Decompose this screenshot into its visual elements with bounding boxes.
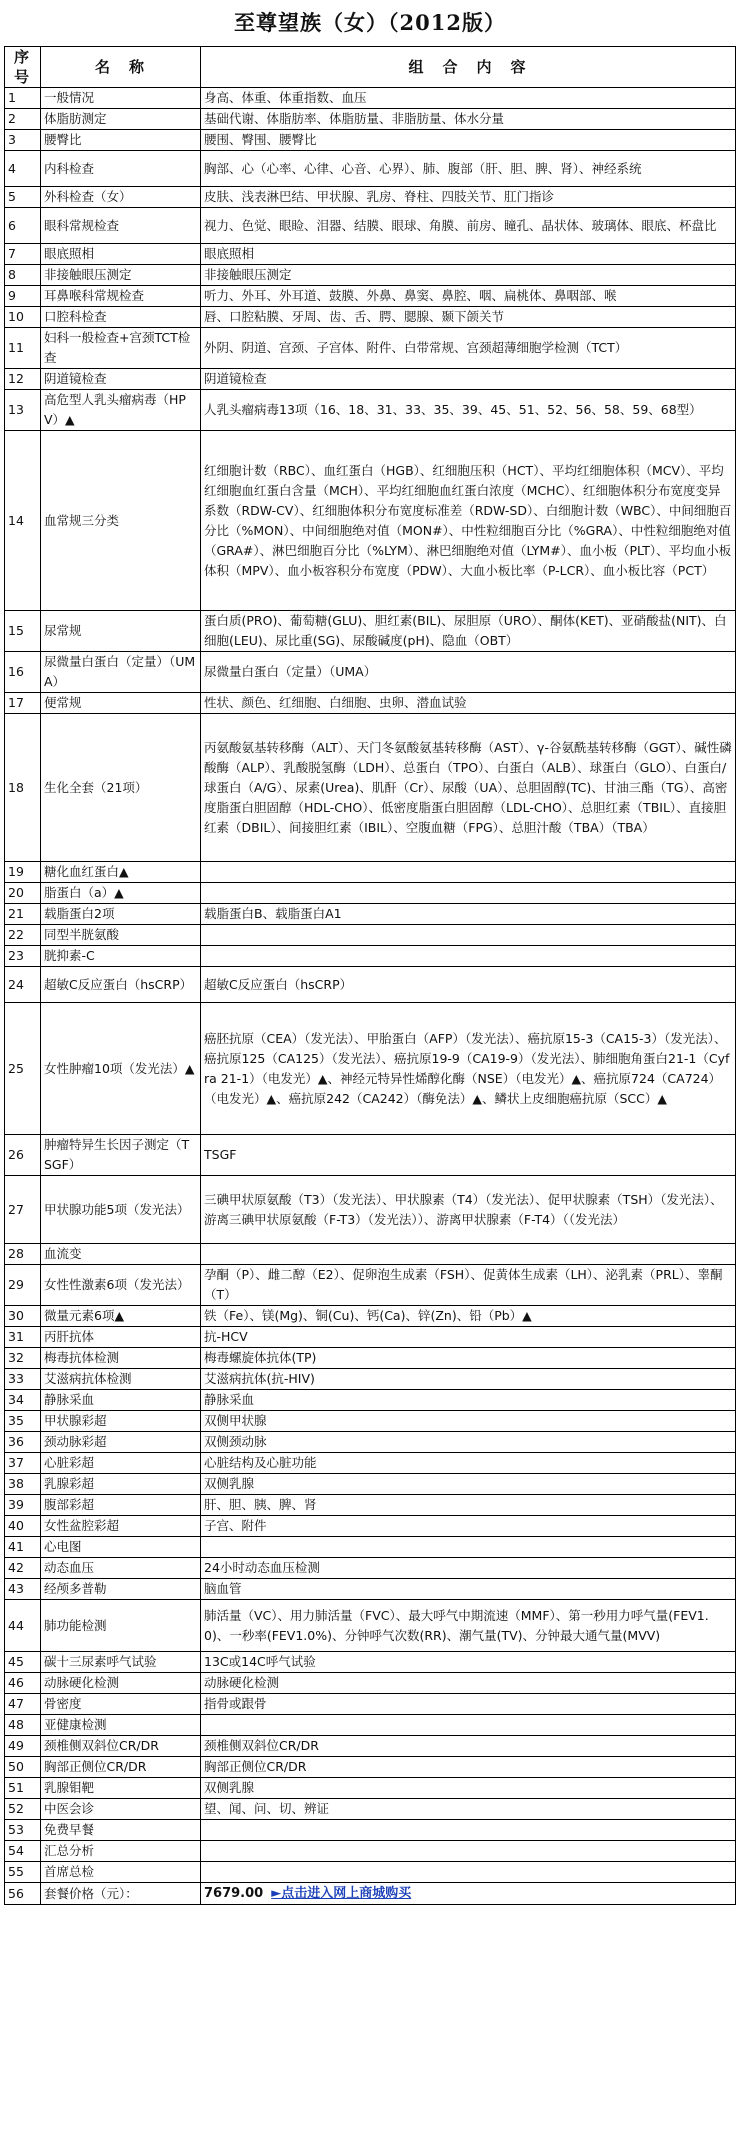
row-number: 6 — [5, 208, 41, 244]
row-content — [201, 925, 736, 946]
row-name: 眼科常规检查 — [41, 208, 201, 244]
row-number: 16 — [5, 652, 41, 693]
row-name: 口腔科检查 — [41, 307, 201, 328]
row-name: 动态血压 — [41, 1558, 201, 1579]
row-name: 载脂蛋白2项 — [41, 904, 201, 925]
table-row — [5, 1694, 736, 1715]
price-label: 套餐价格（元）： — [41, 1883, 201, 1905]
row-content — [201, 1537, 736, 1558]
row-name: 同型半胱氨酸 — [41, 925, 201, 946]
table-row — [5, 1841, 736, 1862]
row-content: 胸部、心（心率、心律、心音、心界）、肺、腹部（肝、胆、脾、肾）、神经系统 — [201, 151, 736, 187]
row-name: 生化全套（21项） — [41, 714, 201, 862]
row-number: 47 — [5, 1694, 41, 1715]
row-content: 三碘甲状原氨酸（T3）（发光法）、甲状腺素（T4）（发光法）、促甲状腺素（TSH）（发光法）、游离三碘甲状原氨酸（F-T3）（发光法））、游离甲状腺素（F-T4）（（发光法） — [201, 1176, 736, 1244]
row-content: 皮肤、浅表淋巴结、甲状腺、乳房、脊柱、四肢关节、肛门指诊 — [201, 187, 736, 208]
row-number: 37 — [5, 1453, 41, 1474]
row-content: 听力、外耳、外耳道、鼓膜、外鼻、鼻窦、鼻腔、咽、扁桃体、鼻咽部、喉 — [201, 286, 736, 307]
table-row — [5, 1003, 736, 1135]
row-number: 9 — [5, 286, 41, 307]
table-row — [5, 1736, 736, 1757]
row-number: 49 — [5, 1736, 41, 1757]
row-number: 33 — [5, 1369, 41, 1390]
row-number: 54 — [5, 1841, 41, 1862]
row-content: 基础代谢、体脂肪率、体脂肪量、非脂肪量、体水分量 — [201, 109, 736, 130]
row-content: TSGF — [201, 1135, 736, 1176]
row-name: 超敏C反应蛋白（hsCRP） — [41, 967, 201, 1003]
row-number: 52 — [5, 1799, 41, 1820]
row-number: 56 — [5, 1883, 41, 1905]
row-name: 尿常规 — [41, 611, 201, 652]
row-name: 亚健康检测 — [41, 1715, 201, 1736]
row-content: 癌胚抗原（CEA）（发光法）、甲胎蛋白（AFP）（发光法）、癌抗原15-3（CA15-3）（发光法）、癌抗原125（CA125）（发光法）、癌抗原19-9（CA19-9）（发光法）、肺细胞角蛋白21-1（Cyfra 21-1）（电发光）▲、神经元特异性烯醇化酶（NSE）（电发光）▲、癌抗原724（CA724）（电发光）▲、癌抗原242（CA242）（酶免法）▲、鳞状上皮细胞癌抗原（SCC）▲ — [201, 1003, 736, 1135]
row-number: 10 — [5, 307, 41, 328]
row-name: 一般情况 — [41, 88, 201, 109]
header-name: 名 称 — [41, 47, 201, 88]
table-row — [5, 693, 736, 714]
row-number: 13 — [5, 390, 41, 431]
row-name: 血常规三分类 — [41, 431, 201, 611]
row-number: 53 — [5, 1820, 41, 1841]
header-content: 组 合 内 容 — [201, 47, 736, 88]
row-number: 41 — [5, 1537, 41, 1558]
row-number: 32 — [5, 1348, 41, 1369]
row-name: 首席总检 — [41, 1862, 201, 1883]
row-content — [201, 1244, 736, 1265]
row-number: 44 — [5, 1600, 41, 1652]
row-content: 双侧甲状腺 — [201, 1411, 736, 1432]
row-content: 艾滋病抗体(抗-HIV) — [201, 1369, 736, 1390]
table-row — [5, 1176, 736, 1244]
table-row — [5, 390, 736, 431]
row-number: 8 — [5, 265, 41, 286]
row-number: 42 — [5, 1558, 41, 1579]
row-number: 1 — [5, 88, 41, 109]
row-content: 子宫、附件 — [201, 1516, 736, 1537]
row-name: 碳十三尿素呼气试验 — [41, 1652, 201, 1673]
row-content: 腰围、臀围、腰臀比 — [201, 130, 736, 151]
row-content: 肺活量（VC）、用力肺活量（FVC）、最大呼气中期流速（MMF）、第一秒用力呼气量(FEV1.0)、一秒率(FEV1.0%)、分钟呼气次数(RR)、潮气量(TV)、分钟最大通气量(MVV) — [201, 1600, 736, 1652]
price-cell — [201, 1883, 736, 1905]
row-name: 阴道镜检查 — [41, 369, 201, 390]
table-row — [5, 1652, 736, 1673]
row-name: 肺功能检测 — [41, 1600, 201, 1652]
table-row — [5, 1474, 736, 1495]
row-content: 双侧乳腺 — [201, 1778, 736, 1799]
row-content: 铁（Fe）、镁(Mg)、铜(Cu)、钙(Ca)、锌(Zn)、铅（Pb）▲ — [201, 1306, 736, 1327]
row-number: 7 — [5, 244, 41, 265]
row-number: 15 — [5, 611, 41, 652]
row-name: 颈动脉彩超 — [41, 1432, 201, 1453]
row-name: 耳鼻喉科常规检查 — [41, 286, 201, 307]
row-number: 2 — [5, 109, 41, 130]
table-row — [5, 1432, 736, 1453]
table-row — [5, 109, 736, 130]
row-name: 丙肝抗体 — [41, 1327, 201, 1348]
row-name: 心脏彩超 — [41, 1453, 201, 1474]
row-number: 43 — [5, 1579, 41, 1600]
row-content: 蛋白质(PRO)、葡萄糖(GLU)、胆红素(BIL)、尿胆原（URO）、酮体(KET)、亚硝酸盐(NIT)、白细胞(LEU)、尿比重(SG)、尿酸碱度(pH)、隐血（OBT） — [201, 611, 736, 652]
row-content — [201, 862, 736, 883]
row-content: 24小时动态血压检测 — [201, 1558, 736, 1579]
row-number: 18 — [5, 714, 41, 862]
table-row — [5, 1799, 736, 1820]
table-row — [5, 1369, 736, 1390]
table-row — [5, 244, 736, 265]
row-number: 55 — [5, 1862, 41, 1883]
table-row — [5, 1135, 736, 1176]
row-name: 女性盆腔彩超 — [41, 1516, 201, 1537]
row-number: 51 — [5, 1778, 41, 1799]
row-content: 胸部正侧位CR/DR — [201, 1757, 736, 1778]
row-content: 双侧颈动脉 — [201, 1432, 736, 1453]
row-content: 身高、体重、体重指数、血压 — [201, 88, 736, 109]
row-number: 22 — [5, 925, 41, 946]
row-name: 内科检查 — [41, 151, 201, 187]
row-name: 外科检查（女） — [41, 187, 201, 208]
table-row — [5, 1411, 736, 1432]
price-value: 7679.00 — [204, 1885, 264, 1901]
row-number: 12 — [5, 369, 41, 390]
row-name: 尿微量白蛋白（定量）（UMA） — [41, 652, 201, 693]
row-content: 阴道镜检查 — [201, 369, 736, 390]
row-content: 动脉硬化检测 — [201, 1673, 736, 1694]
table-row — [5, 265, 736, 286]
row-content: 静脉采血 — [201, 1390, 736, 1411]
row-content: 超敏C反应蛋白（hsCRP） — [201, 967, 736, 1003]
row-content: 非接触眼压测定 — [201, 265, 736, 286]
row-name: 梅毒抗体检测 — [41, 1348, 201, 1369]
row-name: 乳腺钼靶 — [41, 1778, 201, 1799]
table-row — [5, 1516, 736, 1537]
table-body — [5, 88, 736, 1905]
row-content: 红细胞计数（RBC）、血红蛋白（HGB）、红细胞压积（HCT）、平均红细胞体积（MCV）、平均红细胞血红蛋白含量（MCH）、平均红细胞血红蛋白浓度（MCHC）、红细胞体积分布宽度变异系数（RDW-CV）、红细胞体积分布宽度标准差（RDW-SD）、白细胞计数（WBC）、中间细胞百分比（%MON）、中间细胞绝对值（MON#）、中性粒细胞百分比（%GRA）、中性粒细胞绝对值（GRA#）、淋巴细胞百分比（%LYM）、淋巴细胞绝对值（LYM#）、血小板（PLT）、平均血小板体积（MPV）、血小板容积分布宽度（PDW）、大血小板比率（P-LCR）、血小板比容（PCT） — [201, 431, 736, 611]
row-number: 30 — [5, 1306, 41, 1327]
row-name: 汇总分析 — [41, 1841, 201, 1862]
table-row — [5, 1390, 736, 1411]
table-row — [5, 611, 736, 652]
row-content: 唇、口腔粘膜、牙周、齿、舌、腭、腮腺、颞下颌关节 — [201, 307, 736, 328]
table-row — [5, 1579, 736, 1600]
table-row — [5, 1537, 736, 1558]
row-number: 19 — [5, 862, 41, 883]
row-content — [201, 1715, 736, 1736]
row-content — [201, 1820, 736, 1841]
table-row — [5, 1348, 736, 1369]
table-row — [5, 1862, 736, 1883]
row-name: 便常规 — [41, 693, 201, 714]
row-number: 27 — [5, 1176, 41, 1244]
header-no: 序号 — [5, 47, 41, 88]
table-row — [5, 431, 736, 611]
row-number: 28 — [5, 1244, 41, 1265]
row-number: 38 — [5, 1474, 41, 1495]
row-number: 21 — [5, 904, 41, 925]
row-content: 梅毒螺旋体抗体(TP) — [201, 1348, 736, 1369]
table-row — [5, 714, 736, 862]
row-content: 性状、颜色、红细胞、白细胞、虫卵、潜血试验 — [201, 693, 736, 714]
table-row — [5, 1495, 736, 1516]
row-name: 女性肿瘤10项（发光法）▲ — [41, 1003, 201, 1135]
row-number: 48 — [5, 1715, 41, 1736]
row-content: 肝、胆、胰、脾、肾 — [201, 1495, 736, 1516]
row-content — [201, 946, 736, 967]
row-name: 肿瘤特异生长因子测定（TSGF） — [41, 1135, 201, 1176]
table-header-row — [5, 47, 736, 88]
table-row — [5, 967, 736, 1003]
table-row — [5, 208, 736, 244]
table-row — [5, 904, 736, 925]
row-content: 外阴、阴道、宫颈、子宫体、附件、白带常规、宫颈超薄细胞学检测（TCT） — [201, 328, 736, 369]
table-row — [5, 862, 736, 883]
table-row — [5, 1327, 736, 1348]
table-row — [5, 946, 736, 967]
table-row — [5, 307, 736, 328]
row-number: 46 — [5, 1673, 41, 1694]
row-number: 34 — [5, 1390, 41, 1411]
row-name: 静脉采血 — [41, 1390, 201, 1411]
row-name: 腰臀比 — [41, 130, 201, 151]
row-content: 心脏结构及心脏功能 — [201, 1453, 736, 1474]
row-content: 脑血管 — [201, 1579, 736, 1600]
page-title: 至尊望族（女）（2012版） — [234, 10, 506, 35]
row-content: 望、闻、问、切、辨证 — [201, 1799, 736, 1820]
table-row — [5, 369, 736, 390]
row-content: 载脂蛋白B、载脂蛋白A1 — [201, 904, 736, 925]
row-content: 颈椎侧双斜位CR/DR — [201, 1736, 736, 1757]
row-number: 11 — [5, 328, 41, 369]
table-row — [5, 1673, 736, 1694]
row-name: 胱抑素-C — [41, 946, 201, 967]
row-name: 甲状腺彩超 — [41, 1411, 201, 1432]
table-row — [5, 1715, 736, 1736]
package-table — [4, 46, 736, 1905]
buy-online-link[interactable]: ►点击进入网上商城购买 — [271, 1885, 412, 1901]
table-row — [5, 328, 736, 369]
table-row — [5, 925, 736, 946]
row-name: 妇科一般检查+宫颈TCT检查 — [41, 328, 201, 369]
row-name: 经颅多普勒 — [41, 1579, 201, 1600]
row-name: 微量元素6项▲ — [41, 1306, 201, 1327]
table-row — [5, 1453, 736, 1474]
row-content — [201, 1841, 736, 1862]
row-content: 眼底照相 — [201, 244, 736, 265]
row-number: 3 — [5, 130, 41, 151]
table-row — [5, 1306, 736, 1327]
row-name: 体脂肪测定 — [41, 109, 201, 130]
row-content: 视力、色觉、眼睑、泪器、结膜、眼球、角膜、前房、瞳孔、晶状体、玻璃体、眼底、杯盘比 — [201, 208, 736, 244]
table-row — [5, 1778, 736, 1799]
table-row — [5, 187, 736, 208]
row-number: 26 — [5, 1135, 41, 1176]
row-name: 腹部彩超 — [41, 1495, 201, 1516]
row-name: 骨密度 — [41, 1694, 201, 1715]
row-name: 乳腺彩超 — [41, 1474, 201, 1495]
table-row — [5, 1265, 736, 1306]
row-name: 颈椎侧双斜位CR/DR — [41, 1736, 201, 1757]
row-content: 双侧乳腺 — [201, 1474, 736, 1495]
row-name: 免费早餐 — [41, 1820, 201, 1841]
row-number: 39 — [5, 1495, 41, 1516]
row-name: 脂蛋白（a）▲ — [41, 883, 201, 904]
row-number: 29 — [5, 1265, 41, 1306]
row-content: 抗-HCV — [201, 1327, 736, 1348]
row-name: 中医会诊 — [41, 1799, 201, 1820]
table-row — [5, 88, 736, 109]
row-number: 31 — [5, 1327, 41, 1348]
row-number: 35 — [5, 1411, 41, 1432]
row-content — [201, 1862, 736, 1883]
row-number: 36 — [5, 1432, 41, 1453]
row-number: 50 — [5, 1757, 41, 1778]
table-row — [5, 1600, 736, 1652]
table-row — [5, 1757, 736, 1778]
price-row — [5, 1883, 736, 1905]
row-content — [201, 883, 736, 904]
row-name: 艾滋病抗体检测 — [41, 1369, 201, 1390]
row-number: 17 — [5, 693, 41, 714]
row-number: 14 — [5, 431, 41, 611]
row-name: 糖化血红蛋白▲ — [41, 862, 201, 883]
row-name: 血流变 — [41, 1244, 201, 1265]
row-content: 尿微量白蛋白（定量）（UMA） — [201, 652, 736, 693]
table-row — [5, 883, 736, 904]
table-row — [5, 1558, 736, 1579]
table-row — [5, 286, 736, 307]
row-name: 心电图 — [41, 1537, 201, 1558]
row-number: 25 — [5, 1003, 41, 1135]
row-name: 动脉硬化检测 — [41, 1673, 201, 1694]
table-row — [5, 1244, 736, 1265]
row-name: 眼底照相 — [41, 244, 201, 265]
row-content: 丙氨酸氨基转移酶（ALT）、天门冬氨酸氨基转移酶（AST）、γ-谷氨酰基转移酶（GGT）、碱性磷酸酶（ALP）、乳酸脱氢酶（LDH）、总蛋白（TPO）、白蛋白（ALB）、球蛋白（GLO）、白蛋白/球蛋白（A/G）、尿素(Urea)、肌酐（Cr）、尿酸（UA）、总胆固醇(TC)、甘油三酯（TG）、高密度脂蛋白胆固醇（HDL-CHO）、低密度脂蛋白胆固醇（LDL-CHO）、总胆红素（TBIL）、直接胆红素（DBIL）、间接胆红素（IBIL）、空腹血糖（FPG）、总胆汁酸（TBA）（TBA） — [201, 714, 736, 862]
row-number: 4 — [5, 151, 41, 187]
table-row — [5, 652, 736, 693]
row-number: 5 — [5, 187, 41, 208]
row-name: 甲状腺功能5项（发光法） — [41, 1176, 201, 1244]
row-number: 40 — [5, 1516, 41, 1537]
row-number: 45 — [5, 1652, 41, 1673]
row-content: 13C或14C呼气试验 — [201, 1652, 736, 1673]
table-row — [5, 130, 736, 151]
row-name: 非接触眼压测定 — [41, 265, 201, 286]
row-number: 20 — [5, 883, 41, 904]
row-content: 人乳头瘤病毒13项（16、18、31、33、35、39、45、51、52、56、58、59、68型） — [201, 390, 736, 431]
table-row — [5, 151, 736, 187]
row-content: 孕酮（P）、雌二醇（E2）、促卵泡生成素（FSH）、促黄体生成素（LH）、泌乳素（PRL）、睾酮（T） — [201, 1265, 736, 1306]
row-content: 指骨或跟骨 — [201, 1694, 736, 1715]
row-number: 23 — [5, 946, 41, 967]
row-number: 24 — [5, 967, 41, 1003]
table-row — [5, 1820, 736, 1841]
row-name: 女性性激素6项（发光法） — [41, 1265, 201, 1306]
row-name: 胸部正侧位CR/DR — [41, 1757, 201, 1778]
row-name: 高危型人乳头瘤病毒（HPV）▲ — [41, 390, 201, 431]
